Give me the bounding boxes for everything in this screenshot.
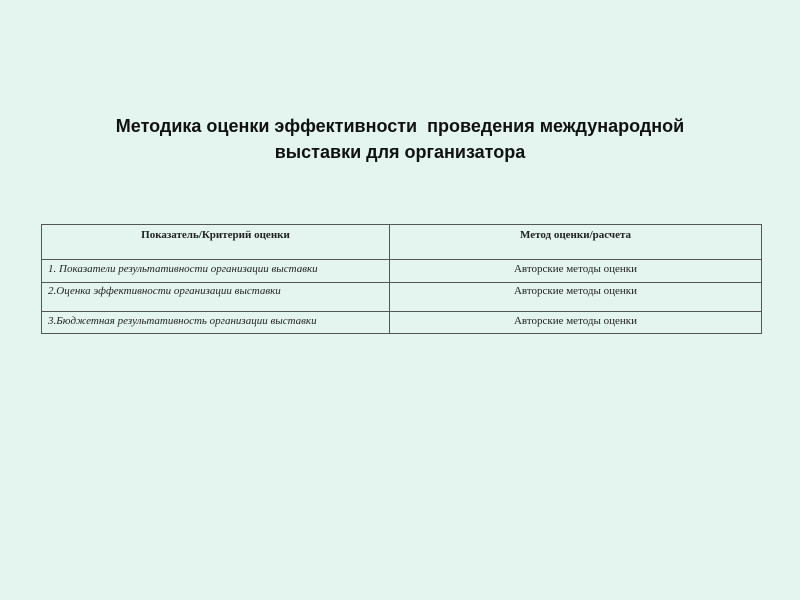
table-row [42,283,762,312]
method-cell: Авторские методы оценки [390,260,762,283]
indicator-cell: 1. Показатели результативности организации выставки [42,260,390,283]
slide-title [40,113,760,165]
method-cell: Авторские методы оценки [390,283,762,312]
indicator-cell: 2.Оценка эффективности организации выставки [42,283,390,312]
table-row [42,260,762,283]
header-indicator: Показатель/Критерий оценки [42,225,390,260]
table-header-row [42,225,762,260]
slide-title-line-2: выставки для организатора [274,142,526,162]
method-cell: Авторские методы оценки [390,312,762,334]
header-method: Метод оценки/расчета [390,225,762,260]
slide-title-line-1: Методика оценки эффективности проведения международной [115,116,685,136]
indicator-cell: 3.Бюджетная результативность организации выставки [42,312,390,334]
table-row [42,312,762,334]
criteria-table [41,224,762,334]
